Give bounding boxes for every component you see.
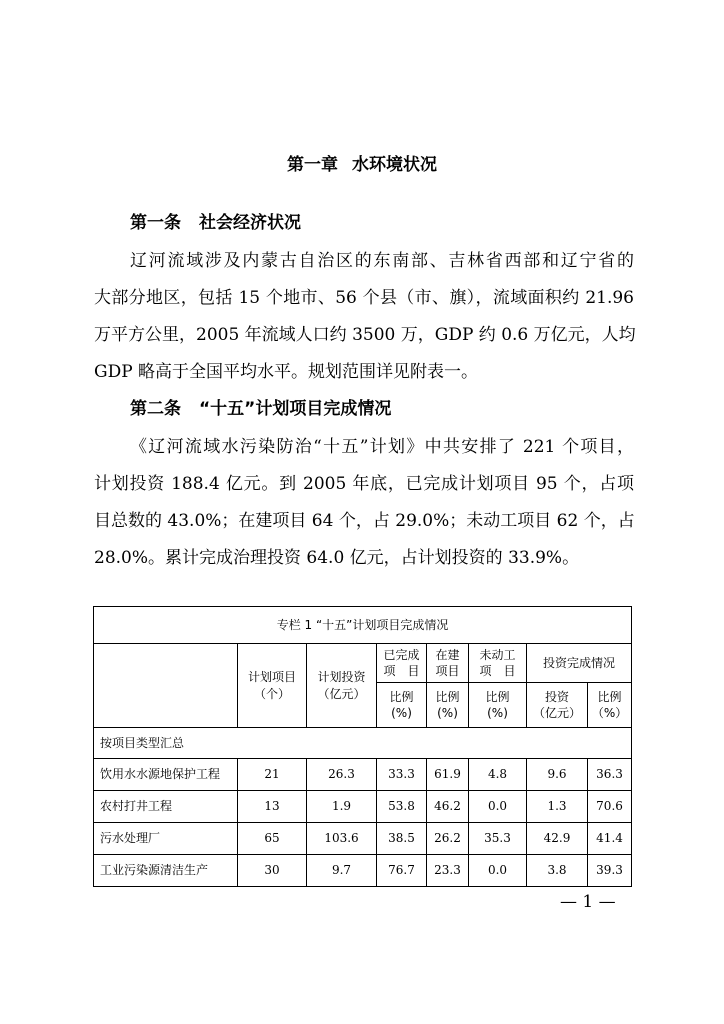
header-investment-ratio: 比例 （%）	[588, 683, 632, 728]
table-row	[94, 823, 632, 855]
table-row	[94, 759, 632, 791]
cell-inv-ratio: 70.6	[588, 791, 632, 823]
cell-projects: 21	[238, 759, 307, 791]
cell-inv-done: 9.6	[527, 759, 588, 791]
cell-investment: 1.9	[307, 791, 377, 823]
cell-projects: 30	[238, 855, 307, 887]
cell-inv-done: 1.3	[527, 791, 588, 823]
cell-building: 46.2	[427, 791, 469, 823]
cell-investment: 26.3	[307, 759, 377, 791]
cell-not-started: 35.3	[469, 823, 527, 855]
paragraph-line: 28.0%。累计完成治理投资 64.0 亿元，占计划投资的 33.9%。	[94, 548, 580, 568]
table-row	[94, 791, 632, 823]
row-name: 工业污染源清洁生产	[94, 855, 238, 887]
cell-completed: 76.7	[377, 855, 427, 887]
cell-building: 23.3	[427, 855, 469, 887]
row-name: 饮用水水源地保护工程	[94, 759, 238, 791]
page-number: — 1 —	[560, 892, 616, 912]
cell-inv-done: 3.8	[527, 855, 588, 887]
cell-completed: 53.8	[377, 791, 427, 823]
header-ratio: 比例 (%)	[469, 683, 527, 728]
header-investment-completion: 投资完成情况	[527, 644, 632, 683]
header-ratio: 比例 (%)	[427, 683, 469, 728]
chapter-number: 第一章	[287, 155, 338, 175]
header-ratio: 比例 (%)	[377, 683, 427, 728]
header-investment: 投资 （亿元）	[527, 683, 588, 728]
cell-investment: 9.7	[307, 855, 377, 887]
header-not-started: 未动工 项 目	[469, 644, 527, 683]
table-title: 专栏 1 “十五”计划项目完成情况	[94, 607, 632, 644]
cell-projects: 65	[238, 823, 307, 855]
row-name: 农村打井工程	[94, 791, 238, 823]
chapter-heading	[0, 150, 724, 175]
article-1-title: 社会经济状况	[199, 213, 301, 233]
cell-not-started: 0.0	[469, 855, 527, 887]
cell-projects: 13	[238, 791, 307, 823]
article-1-heading	[130, 208, 301, 233]
paragraph-line: GDP 略高于全国平均水平。规划范围详见附表一。	[94, 362, 479, 382]
paragraph-line: 《辽河流域水污染防治“十五”计划》中共安排了 221 个项目，	[130, 437, 634, 457]
project-completion-table	[93, 606, 632, 887]
cell-completed: 33.3	[377, 759, 427, 791]
cell-inv-ratio: 41.4	[588, 823, 632, 855]
header-planned-investment: 计划投资 （亿元）	[307, 644, 377, 728]
cell-inv-done: 42.9	[527, 823, 588, 855]
table-row	[94, 855, 632, 887]
cell-investment: 103.6	[307, 823, 377, 855]
row-name: 污水处理厂	[94, 823, 238, 855]
article-1-number: 第一条	[130, 213, 181, 233]
article-2-title: “十五”计划项目完成情况	[199, 399, 392, 419]
cell-inv-ratio: 36.3	[588, 759, 632, 791]
cell-inv-ratio: 39.3	[588, 855, 632, 887]
article-2-number: 第二条	[130, 399, 181, 419]
header-completed: 已完成 项 目	[377, 644, 427, 683]
header-under-construction: 在建 项目	[427, 644, 469, 683]
paragraph-line: 大部分地区，包括 15 个地市、56 个县（市、旗），流域面积约 21.96	[94, 288, 634, 308]
header-planned-projects: 计划项目 （个）	[238, 644, 307, 728]
header-name-cell	[94, 644, 238, 728]
paragraph-line: 计划投资 188.4 亿元。到 2005 年底，已完成计划项目 95 个，占项	[94, 474, 634, 494]
cell-building: 61.9	[427, 759, 469, 791]
article-2-heading	[130, 394, 391, 419]
cell-building: 26.2	[427, 823, 469, 855]
paragraph-line: 万平方公里，2005 年流域人口约 3500 万，GDP 约 0.6 万亿元，人均	[94, 325, 636, 345]
cell-not-started: 4.8	[469, 759, 527, 791]
group-label: 按项目类型汇总	[94, 728, 632, 759]
chapter-title: 水环境状况	[352, 155, 437, 175]
paragraph-line: 目总数的 43.0%；在建项目 64 个，占 29.0%；未动工项目 62 个，占	[94, 511, 635, 531]
paragraph-line: 辽河流域涉及内蒙古自治区的东南部、吉林省西部和辽宁省的	[130, 251, 634, 271]
cell-not-started: 0.0	[469, 791, 527, 823]
cell-completed: 38.5	[377, 823, 427, 855]
